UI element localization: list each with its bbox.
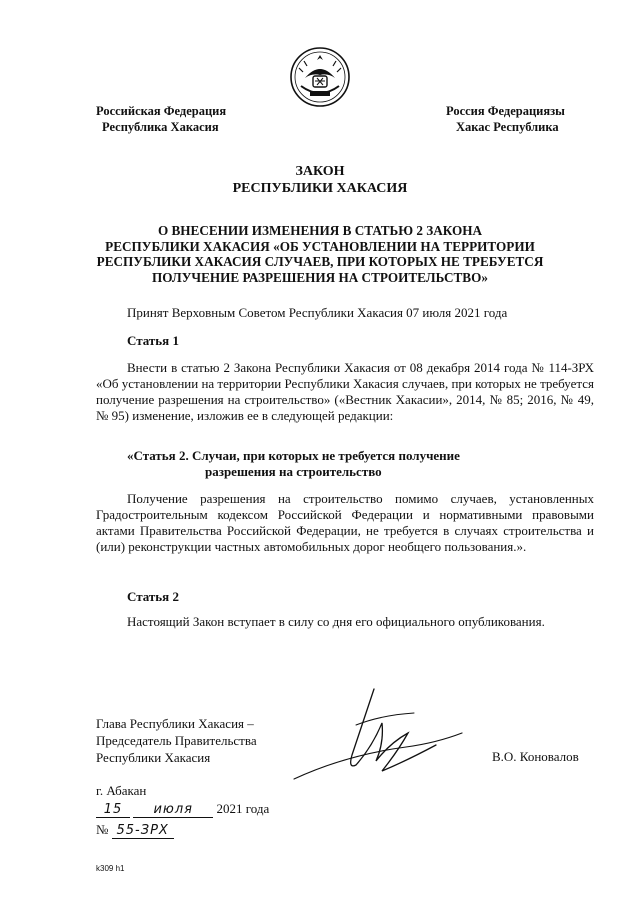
handwritten-signature-icon: [286, 685, 476, 795]
signatory-name: В.О. Коновалов: [492, 749, 579, 764]
document-code: k309 h1: [96, 864, 125, 873]
header-left: [96, 103, 226, 135]
date-day: 15: [96, 802, 130, 818]
title-line: О ВНЕСЕНИИ ИЗМЕНЕНИЯ В СТАТЬЮ 2 ЗАКОНА: [157, 223, 483, 238]
signing-date: [96, 801, 269, 818]
law-number-value: 55-ЗРХ: [112, 823, 174, 839]
header-left-line1: Российская Федерация: [96, 104, 227, 118]
law-number: [96, 822, 174, 839]
date-year: 2021 года: [216, 801, 270, 816]
law-number-prefix: №: [96, 822, 109, 837]
header-right: [446, 103, 565, 135]
signatory-title-line2: Председатель Правительства: [96, 733, 257, 748]
article2-body: [96, 614, 594, 630]
quoted-article-title-line2: разрешения на строительство: [205, 464, 382, 479]
signatory-title-line3: Республики Хакасия: [96, 750, 211, 765]
coat-of-arms-emblem-icon: [289, 46, 351, 108]
article1-text: Внести в статью 2 Закона Республики Хакасия от 08 декабря 2014 года № 114-ЗРХ «Об установлении на территории Республики Хакасия случаев, при которых не требуется получение разрешения на строительство» («Вестник Хакасии», 2014, № 85; 2016, № 49, № 95) изменение, изложив ее в следующей редакции:: [96, 360, 594, 423]
signing-city: г. Абакан: [96, 783, 147, 798]
header-left-line2: Республика Хакасия: [102, 120, 219, 134]
title-line: РЕСПУБЛИКИ ХАКАСИЯ СЛУЧАЕВ, ПРИ КОТОРЫХ НЕ ТРЕБУЕТСЯ: [96, 254, 544, 269]
quoted-article-title: [127, 448, 587, 480]
article2-heading: Статья 2: [127, 589, 179, 604]
date-month: июля: [133, 802, 213, 818]
article1-body: [96, 360, 594, 424]
article2-text: Настоящий Закон вступает в силу со дня его официального опубликования.: [127, 614, 545, 629]
article1-heading: Статья 1: [127, 333, 179, 348]
document-type: [0, 163, 640, 197]
title-line: ПОЛУЧЕНИЕ РАЗРЕШЕНИЯ НА СТРОИТЕЛЬСТВО»: [152, 269, 488, 285]
document-title: [60, 223, 580, 285]
quoted-article-body: [96, 491, 594, 555]
adoption-statement: Принят Верховным Советом Республики Хакасия 07 июля 2021 года: [127, 305, 508, 320]
signatory-title-line1: Глава Республики Хакасия –: [96, 716, 254, 731]
document-type-line2: РЕСПУБЛИКИ ХАКАСИЯ: [232, 181, 408, 196]
header-right-line2: Хакас Республика: [456, 120, 559, 134]
header-right-line1: Россия Федерациязы: [446, 104, 565, 118]
quoted-article-text: Получение разрешения на строительство помимо случаев, установленных Градостроительным кодексом Российской Федерации и нормативными правовыми актами Правительства Российской Федерации, не требуется в случаях строительства и (или) реконструкции частных автомобильных дорог необщего пользования.».: [96, 491, 594, 554]
document-type-line1: ЗАКОН: [295, 164, 345, 179]
title-line: РЕСПУБЛИКИ ХАКАСИЯ «ОБ УСТАНОВЛЕНИИ НА ТЕРРИТОРИИ: [105, 238, 535, 254]
quoted-article-title-line1: «Статья 2. Случаи, при которых не требуется получение: [127, 448, 460, 463]
signatory-title: [96, 715, 257, 766]
